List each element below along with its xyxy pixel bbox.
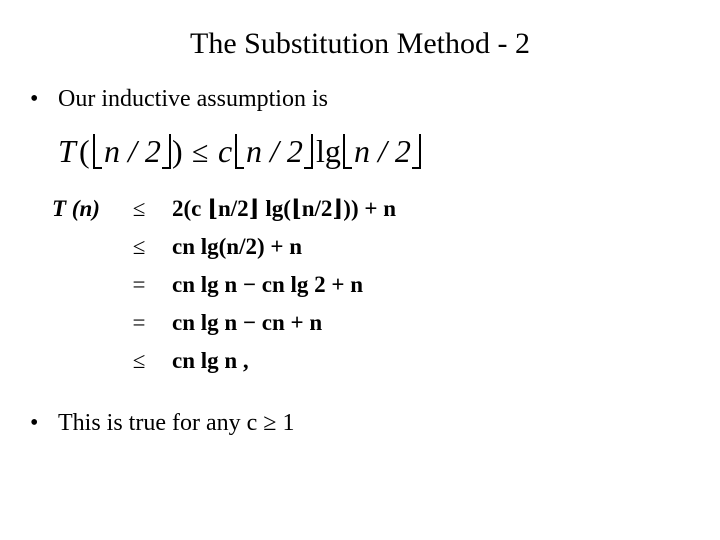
bullet-text: Our inductive assumption is: [58, 86, 328, 112]
derivation-relation: ≤: [132, 234, 146, 259]
derivation-expression: cn lg n ,: [172, 348, 249, 373]
assumption-n-over-2: n / 2: [354, 133, 411, 169]
slide-title: The Substitution Method - 2: [190, 27, 530, 60]
bullet-text: This is true for any c ≥ 1: [58, 410, 295, 436]
derivation-row: [52, 342, 472, 380]
derivation-row: [52, 228, 472, 266]
assumption-lg: lg: [316, 133, 341, 169]
floor-bracket-left: [236, 134, 244, 168]
derivation-expression: 2(c ⌊n/2⌋ lg(⌊n/2⌋)) + n: [172, 196, 397, 221]
derivation-relation: ≤: [132, 348, 146, 373]
derivation-lhs: T (n): [52, 196, 100, 221]
floor-bracket-left: [94, 134, 102, 168]
bullet-marker: •: [30, 86, 39, 112]
derivation-row: [52, 266, 472, 304]
floor-bracket-right: [162, 134, 170, 168]
assumption-relation: ≤: [192, 136, 209, 169]
derivation-relation: =: [132, 272, 146, 297]
derivation-expression: cn lg(n/2) + n: [172, 234, 303, 259]
assumption-close-paren: ): [172, 133, 183, 169]
assumption-open-paren: (: [79, 133, 90, 169]
assumption-formula: [58, 122, 458, 178]
derivation-expression: cn lg n − cn + n: [172, 310, 323, 335]
assumption-T: T: [58, 133, 76, 169]
bullet-true-for-c: [30, 408, 294, 438]
derivation-row: [52, 190, 472, 228]
assumption-n-over-2: n / 2: [104, 133, 161, 169]
derivation-row: [52, 304, 472, 342]
floor-bracket-left: [344, 134, 352, 168]
floor-bracket-right: [412, 134, 420, 168]
bullet-marker: •: [30, 410, 39, 436]
derivation-expression: cn lg n − cn lg 2 + n: [172, 272, 364, 297]
assumption-n-over-2: n / 2: [246, 133, 303, 169]
derivation-relation: ≤: [132, 196, 146, 221]
bullet-inductive-assumption: [30, 84, 328, 114]
floor-bracket-right: [304, 134, 312, 168]
assumption-c: c: [218, 133, 233, 169]
derivation: [52, 190, 472, 380]
derivation-relation: =: [132, 310, 146, 335]
